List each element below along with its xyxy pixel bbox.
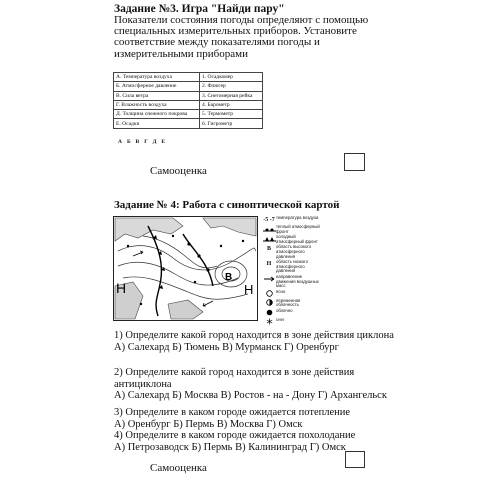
cold-front-icon xyxy=(262,235,276,243)
map-low-pressure-label-left: H xyxy=(116,280,127,296)
self-assessment-label-2: Самооценка xyxy=(150,462,207,474)
legend-text: теплый атмосферный фронт xyxy=(276,224,320,234)
question-answers: А) Оренбург Б) Пермь В) Москва Г) Омск xyxy=(114,418,303,430)
legend-symbol: B xyxy=(266,246,271,253)
question-text: 3) Определите в каком городе ожидается потепление xyxy=(114,407,351,418)
table-cell-instrument: 3. Снегомерная рейка xyxy=(200,91,263,100)
legend-text: область низкого атмосферного давления xyxy=(276,259,309,274)
legend-item xyxy=(262,275,322,289)
table-cell-indicator: А. Температура воздуха xyxy=(114,73,200,82)
self-assessment-box[interactable] xyxy=(344,153,365,171)
question-answers: А) Салехард Б) Москва В) Ростов - на - Дону Г) Архангельск xyxy=(114,390,387,402)
task3-description: Показатели состояния погоды определяют с помощью специальных измерительных приборов. Установите соответствие между показателями погоды и измерительными приборами xyxy=(114,14,369,60)
map-high-pressure-label: B xyxy=(225,272,233,283)
question-4 xyxy=(114,430,414,453)
legend-symbol: H xyxy=(266,261,272,268)
legend-text: переменная облачность xyxy=(276,297,301,308)
question-text: 2) Определите какой город находится в зоне действия антициклона xyxy=(114,367,355,390)
warm-front-icon xyxy=(262,225,276,233)
clear-sky-icon xyxy=(262,290,276,298)
question-3 xyxy=(114,407,414,430)
table-cell-indicator: Г. Влажность воздуха xyxy=(114,100,200,109)
self-assessment-box-2[interactable] xyxy=(345,451,365,468)
table-row xyxy=(114,73,263,82)
table-cell-instrument: 2. Флюгер xyxy=(200,82,263,91)
partly-cloudy-icon xyxy=(262,299,276,307)
table-row xyxy=(114,119,263,128)
table-cell-instrument: 5. Термометр xyxy=(200,110,263,119)
question-answers: А) Салехард Б) Тюмень В) Мурманск Г) Оренбург xyxy=(114,341,339,353)
task3-title: Задание №3. Игра "Найди пару" xyxy=(114,3,285,15)
legend-text: холодный атмосферный фронт xyxy=(276,234,318,244)
task4-title: Задание № 4: Работа с синоптической картой xyxy=(114,199,340,211)
table-row xyxy=(114,100,263,109)
matching-table xyxy=(113,72,263,129)
cloudy-icon xyxy=(262,309,276,317)
arrow-icon xyxy=(262,275,276,283)
legend-symbol: -5 -7 xyxy=(263,217,275,223)
question-1 xyxy=(114,330,414,353)
question-answers: А) Петрозаводск Б) Пермь В) Калининград Г) Омск xyxy=(114,441,346,453)
legend-text: направление движения воздушных масс xyxy=(276,273,319,289)
table-cell-indicator: В. Сила ветра xyxy=(114,91,200,100)
legend-item xyxy=(262,299,322,308)
table-cell-instrument: 6. Гигрометр xyxy=(200,119,263,128)
table-cell-instrument: 4. Барометр xyxy=(200,100,263,109)
table-row xyxy=(114,110,263,119)
legend-item xyxy=(262,318,322,326)
legend-text: область высокого атмосферного давления xyxy=(276,244,312,259)
table-cell-indicator: Е. Осадки xyxy=(114,119,200,128)
legend-item xyxy=(262,235,322,244)
question-text: 4) Определите в каком городе ожидается похолодание xyxy=(114,430,356,441)
table-cell-instrument: 1. Осадкомер xyxy=(200,73,263,82)
map-legend xyxy=(262,216,322,327)
legend-item xyxy=(262,216,322,224)
legend-item xyxy=(262,290,322,298)
answer-letters: А Б В Г Д Е xyxy=(118,139,167,145)
legend-text: облачно xyxy=(276,307,293,313)
synoptic-map xyxy=(113,216,258,321)
table-cell-indicator: Б. Атмосферное давление xyxy=(114,82,200,91)
table-row xyxy=(114,91,263,100)
question-text: 1) Определите какой город находится в зоне действия циклона xyxy=(114,330,394,341)
question-2 xyxy=(114,367,414,402)
table-cell-indicator: Д. Толщина снежного покрова xyxy=(114,110,200,119)
legend-item xyxy=(262,309,322,317)
snow-icon xyxy=(262,318,276,326)
legend-item xyxy=(262,245,322,259)
legend-text: ясно xyxy=(276,288,286,294)
map-low-pressure-label-right: H xyxy=(244,282,254,297)
table-row xyxy=(114,82,263,91)
legend-text: температура воздуха xyxy=(276,215,319,220)
legend-item xyxy=(262,225,322,234)
legend-text: снег xyxy=(276,316,285,322)
legend-item xyxy=(262,260,322,274)
self-assessment-label: Самооценка xyxy=(150,165,207,177)
